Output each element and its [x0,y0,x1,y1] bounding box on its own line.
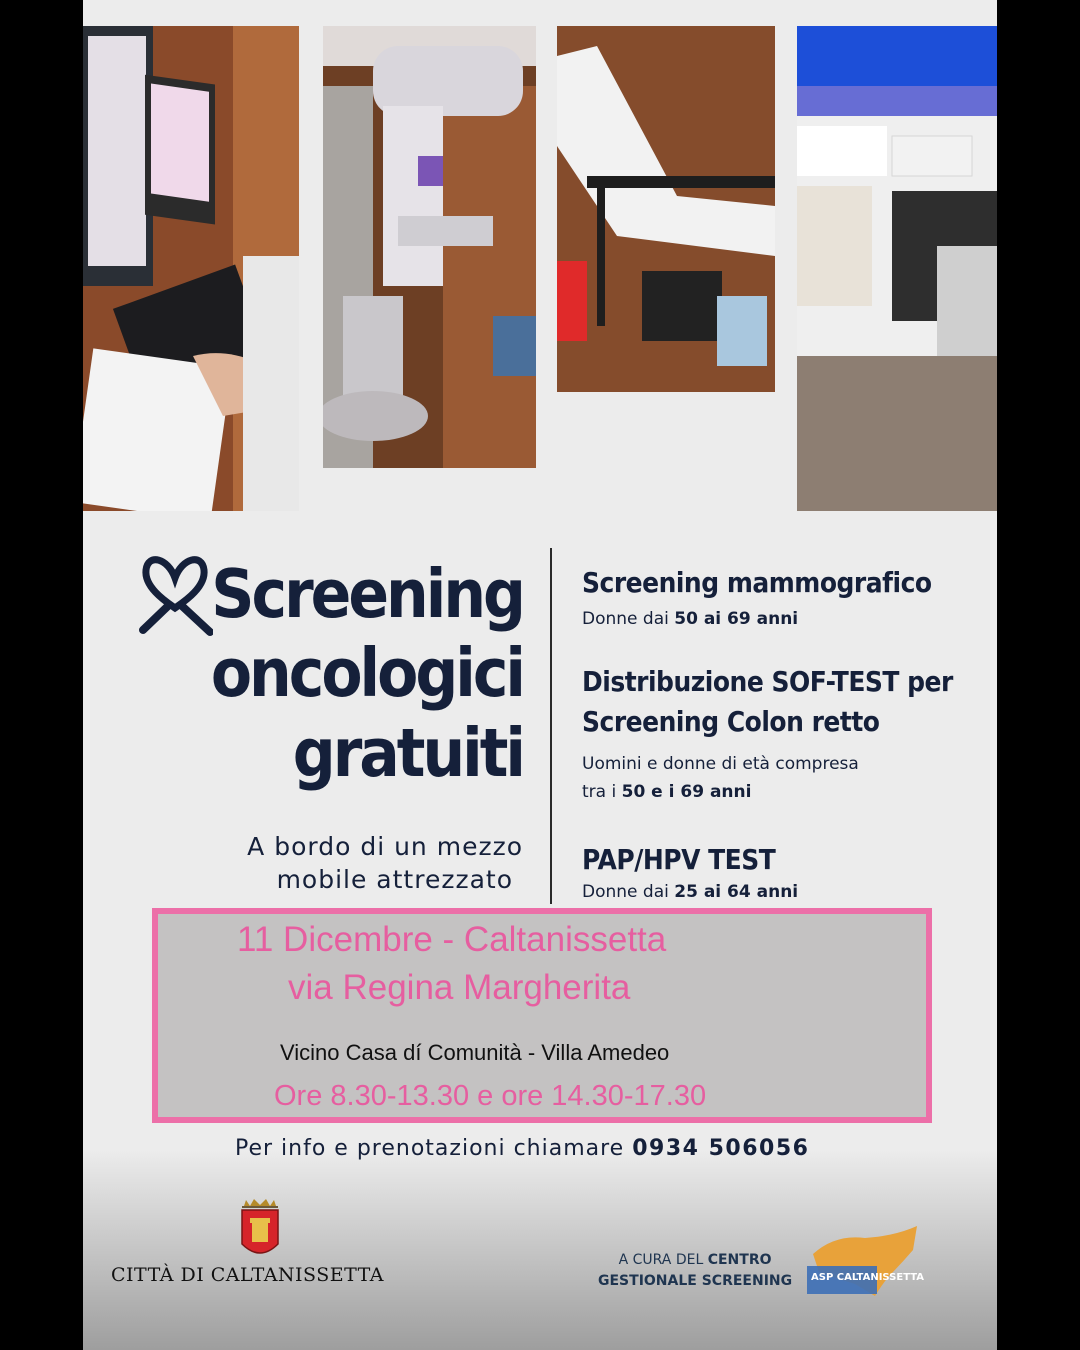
city-name: CITTÀ DI CALTANISSETTA [111,1264,385,1286]
event-date-city: 11 Dicembre - Caltanissetta [237,920,667,959]
event-hours: Ore 8.30-13.30 e ore 14.30-17.30 [274,1080,707,1112]
event-landmark: Vicino Casa dí Comunità - Villa Amedeo [280,1040,670,1065]
asp-caltanissetta-logo [805,1224,927,1304]
city-crest-icon [238,1198,282,1262]
mammography-machine-photo [323,26,536,468]
exam-bed-photo [557,26,775,392]
service-2-desc-line-1: Uomini e donne di età compresa [582,754,859,774]
column-divider [550,548,552,904]
subheadline-line-2: mobile attrezzato [276,865,513,894]
phone-number[interactable]: 0934 506056 [632,1136,810,1161]
headline-line-2: oncologici [210,634,523,713]
headline-line-1: Screening [211,555,523,634]
organizer-credit: A CURA DEL CENTRO GESTIONALE SCREENING [598,1252,793,1289]
event-street: via Regina Margherita [288,968,631,1007]
poster [83,0,997,1350]
service-3-desc: Donne dai 25 ai 64 anni [582,882,799,902]
contact-line: Per info e prenotazioni chiamare 0934 506056 [235,1136,810,1161]
headline-line-3: gratuiti [292,714,523,793]
service-2-title-line-2: Screening Colon retto [582,705,880,738]
service-1-desc: Donne dai 50 ai 69 anni [582,609,799,629]
subheadline-line-1: A bordo di un mezzo [247,832,523,861]
service-2-title-line-1: Distribuzione SOF-TEST per [582,665,953,698]
service-3-title: PAP/HPV TEST [582,843,776,876]
mobile-unit-truck-photo [797,26,997,511]
asp-logo-label: ASP CALTANISSETTA [811,1272,925,1283]
workstation-photo [83,26,299,511]
service-1-title: Screening mammografico [582,566,932,599]
service-2-desc-line-2: tra i 50 e i 69 anni [582,782,752,802]
